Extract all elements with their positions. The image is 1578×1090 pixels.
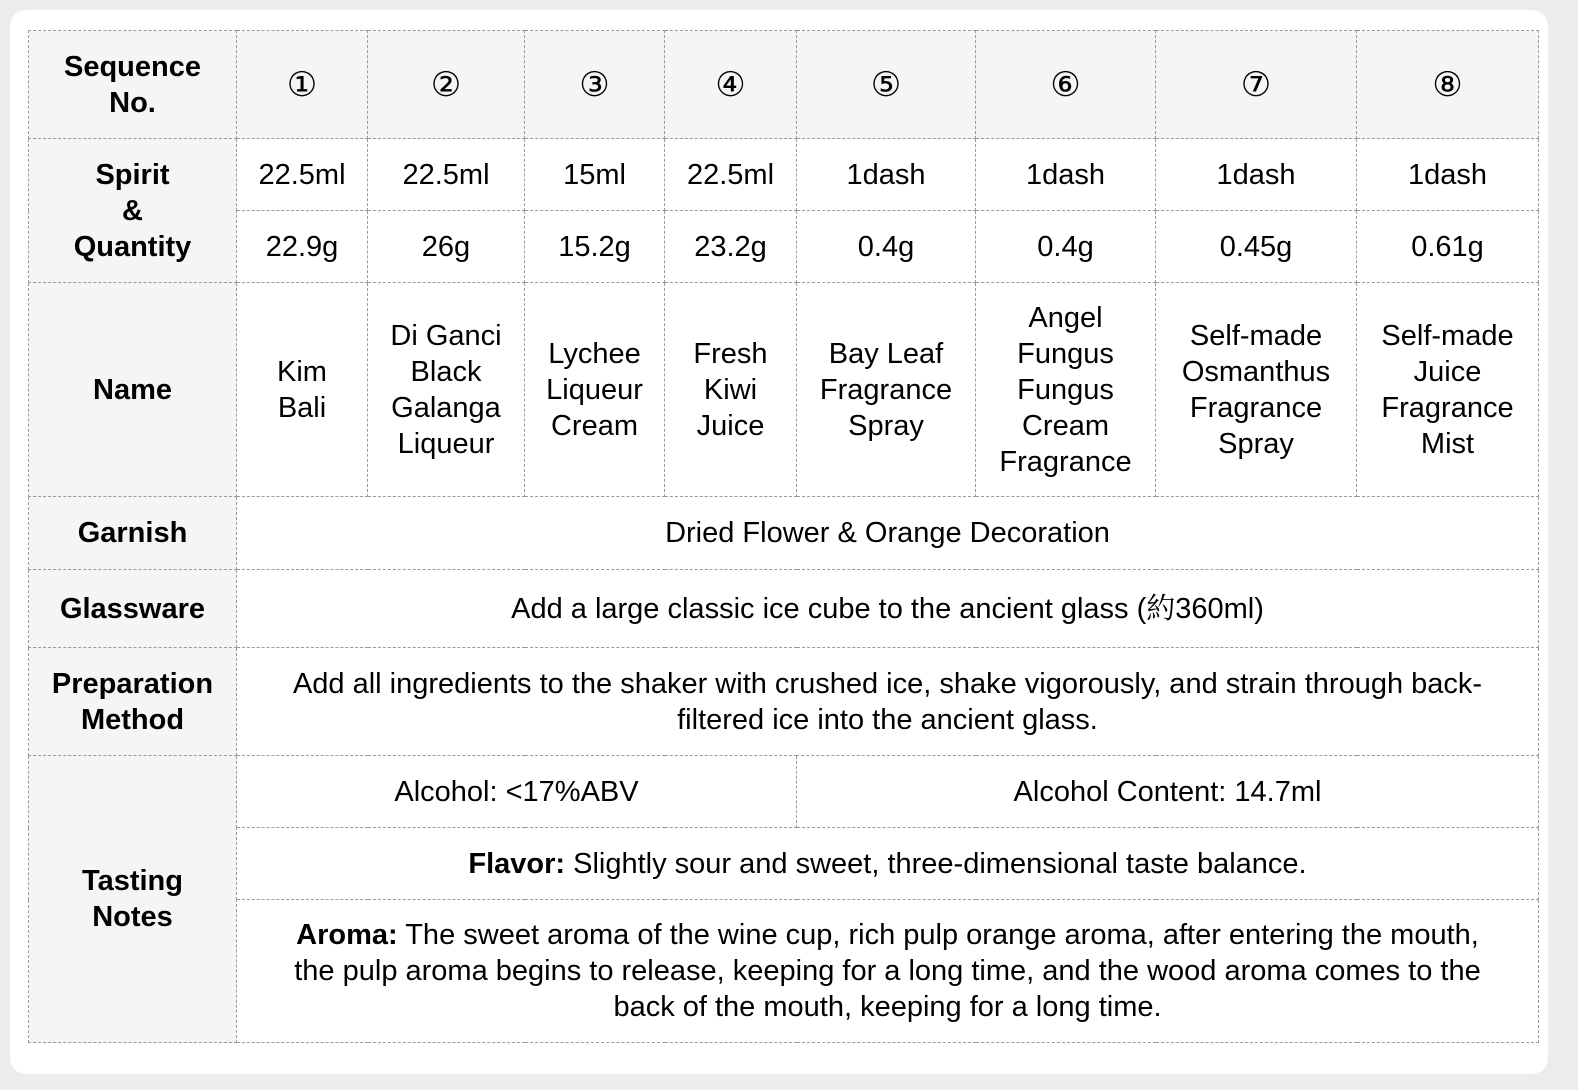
name-header: Name (29, 283, 237, 497)
ingredient-name: Bay Leaf Fragrance Spray (797, 283, 976, 497)
preparation-header: Preparation Method (29, 648, 237, 756)
weight-cell: 0.45g (1156, 211, 1357, 283)
aroma-note: Aroma: The sweet aroma of the wine cup, rich pulp orange aroma, after entering the mouth, the pulp aroma begins to release, keeping for a long time, and the wood aroma comes to the back of the mouth, keeping for a long time. (237, 900, 1539, 1043)
flavor-label: Flavor: (468, 847, 566, 880)
sequence-number: ⑥ (976, 31, 1156, 139)
volume-cell: 1dash (1357, 139, 1539, 211)
aroma-label: Aroma: (296, 919, 398, 951)
volume-cell: 1dash (797, 139, 976, 211)
ingredient-name: Kim Bali (237, 283, 368, 497)
sequence-number: ⑧ (1357, 31, 1539, 139)
preparation-value: Add all ingredients to the shaker with crushed ice, shake vigorously, and strain through back- filtered ice into the ancient glass. (237, 648, 1539, 756)
preparation-row (29, 648, 1539, 756)
volume-cell: 1dash (1156, 139, 1357, 211)
sequence-number: ⑤ (797, 31, 976, 139)
ingredient-name: Self-made Osmanthus Fragrance Spray (1156, 283, 1357, 497)
weight-row (29, 211, 1539, 283)
garnish-value: Dried Flower & Orange Decoration (237, 497, 1539, 570)
volume-cell: 1dash (976, 139, 1156, 211)
volume-cell: 15ml (525, 139, 665, 211)
ingredient-name: Fresh Kiwi Juice (665, 283, 797, 497)
sequence-number: ② (368, 31, 525, 139)
sequence-number: ④ (665, 31, 797, 139)
sequence-number: ⑦ (1156, 31, 1357, 139)
flavor-note (237, 828, 1539, 900)
weight-cell: 26g (368, 211, 525, 283)
ingredient-name: Lychee Liqueur Cream (525, 283, 665, 497)
garnish-header: Garnish (29, 497, 237, 570)
sequence-number: ③ (525, 31, 665, 139)
weight-cell: 15.2g (525, 211, 665, 283)
glassware-value: Add a large classic ice cube to the ancient glass (約360ml) (237, 570, 1539, 648)
garnish-row (29, 497, 1539, 570)
aroma-row (29, 900, 1539, 1043)
sequence-header: Sequence No. (29, 31, 237, 139)
alcohol-row (29, 756, 1539, 828)
weight-cell: 0.4g (976, 211, 1156, 283)
name-row (29, 283, 1539, 497)
weight-cell: 0.4g (797, 211, 976, 283)
volume-cell: 22.5ml (665, 139, 797, 211)
alcohol-abv: Alcohol: <17%ABV (237, 756, 797, 828)
tasting-notes-header: Tasting Notes (29, 756, 237, 1043)
weight-cell: 22.9g (237, 211, 368, 283)
recipe-table (28, 30, 1539, 1043)
ingredient-name: Self-made Juice Fragrance Mist (1357, 283, 1539, 497)
alcohol-content: Alcohol Content: 14.7ml (797, 756, 1539, 828)
volume-cell: 22.5ml (368, 139, 525, 211)
ingredient-name: Angel Fungus Fungus Cream Fragrance (976, 283, 1156, 497)
volume-row (29, 139, 1539, 211)
flavor-row (29, 828, 1539, 900)
glassware-header: Glassware (29, 570, 237, 648)
recipe-card (10, 10, 1548, 1074)
weight-cell: 23.2g (665, 211, 797, 283)
sequence-row (29, 31, 1539, 139)
glassware-row (29, 570, 1539, 648)
volume-cell: 22.5ml (237, 139, 368, 211)
flavor-text: Slightly sour and sweet, three-dimensional taste balance. (565, 847, 1307, 880)
spirit-quantity-header: Spirit & Quantity (29, 139, 237, 283)
weight-cell: 0.61g (1357, 211, 1539, 283)
sequence-number: ① (237, 31, 368, 139)
ingredient-name: Di Ganci Black Galanga Liqueur (368, 283, 525, 497)
